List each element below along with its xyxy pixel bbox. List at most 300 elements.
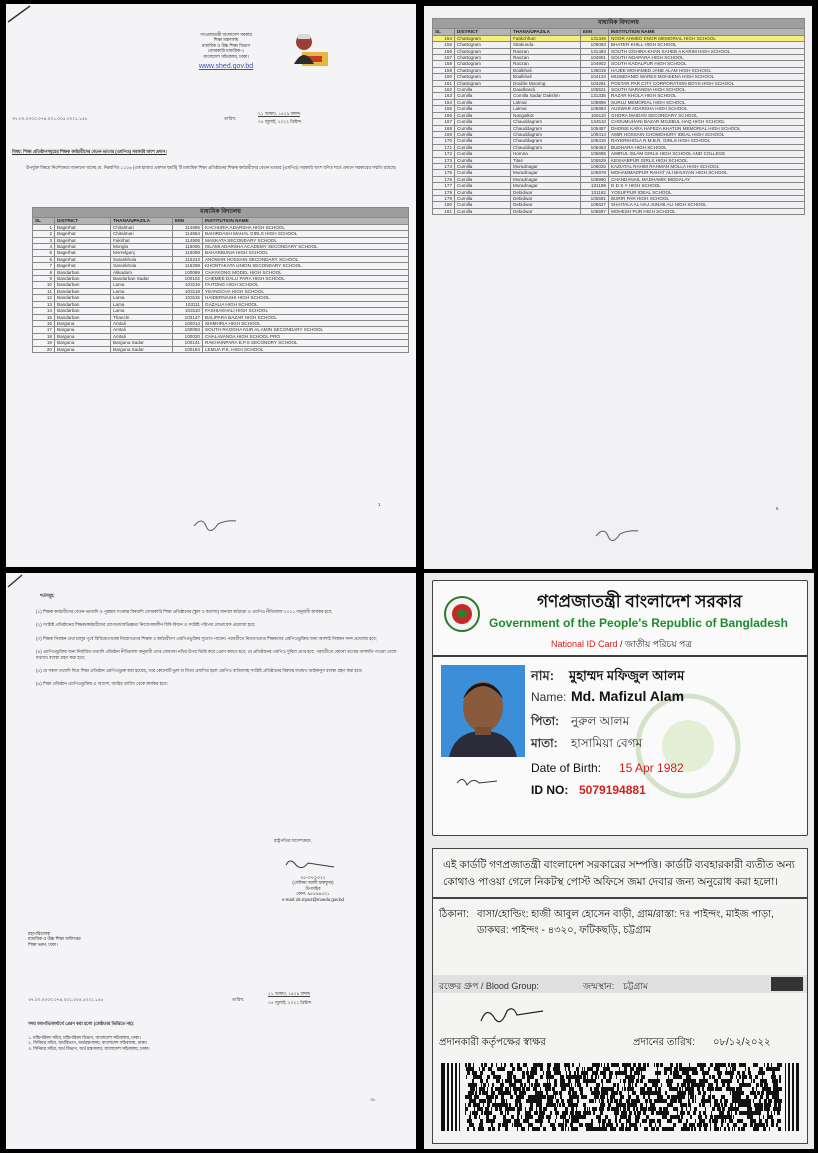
barcode-module	[734, 1123, 737, 1127]
barcode-module	[638, 1071, 639, 1075]
upazila-cell: Chauddagram	[511, 119, 581, 125]
serial-cell: 10	[33, 282, 55, 288]
barcode-module	[664, 1127, 666, 1131]
barcode-module	[560, 1083, 562, 1087]
barcode-module	[545, 1083, 548, 1087]
barcode-module	[690, 1115, 692, 1119]
barcode-module	[491, 1095, 494, 1099]
barcode-module	[472, 1071, 474, 1075]
barcode-module	[692, 1099, 694, 1103]
barcode-module	[729, 1079, 730, 1083]
barcode-module	[694, 1083, 697, 1087]
barcode-module	[502, 1079, 503, 1083]
barcode-module	[505, 1127, 508, 1131]
barcode-module	[577, 1099, 578, 1103]
barcode-module	[587, 1075, 588, 1079]
barcode-module	[615, 1071, 616, 1075]
barcode-module	[584, 1079, 587, 1083]
eiin-cell: 105591	[581, 195, 609, 201]
barcode-module	[575, 1091, 577, 1095]
barcode-module	[702, 1087, 704, 1091]
barcode-module	[778, 1087, 779, 1091]
barcode-module	[601, 1103, 602, 1107]
barcode-module	[509, 1091, 511, 1095]
barcode-module	[741, 1091, 744, 1095]
barcode-module	[630, 1111, 632, 1115]
institution-name-cell: BUDHARA HIGH SCHOOL	[609, 144, 805, 150]
barcode-module	[587, 1107, 588, 1111]
barcode-module	[674, 1067, 677, 1071]
barcode-module	[525, 1107, 526, 1111]
barcode-module	[625, 1087, 626, 1091]
barcode-module	[590, 1087, 591, 1091]
barcode-module	[735, 1111, 737, 1115]
upazila-cell: Bandarban Sadar	[111, 276, 173, 282]
signer-name: (সেলিনা আলী মাকফুজ)	[292, 880, 334, 886]
barcode-module	[576, 1095, 577, 1099]
barcode-module	[531, 1083, 533, 1087]
barcode-module	[627, 1063, 629, 1067]
barcode-module	[549, 1095, 552, 1099]
barcode-module	[507, 1107, 509, 1111]
barcode-module	[628, 1091, 629, 1095]
page-fold-mark	[6, 573, 30, 589]
barcode-module	[605, 1115, 608, 1119]
barcode-module	[530, 1071, 533, 1075]
institution-name-cell: MASKATA SECONDARY SCHOOL	[203, 237, 409, 243]
barcode-module	[747, 1111, 749, 1115]
barcode-module	[616, 1099, 617, 1103]
barcode-module	[690, 1107, 691, 1111]
barcode-module	[625, 1075, 628, 1079]
district-cell: Cumilla	[455, 163, 511, 169]
serial-cell: 167	[433, 119, 455, 125]
barcode-module	[681, 1127, 683, 1131]
barcode-module	[607, 1079, 608, 1083]
eiin-cell: 136019	[581, 67, 609, 73]
barcode-module	[607, 1107, 608, 1111]
page-number: 1	[378, 502, 381, 507]
barcode-module	[776, 1091, 777, 1095]
barcode-module	[505, 1079, 507, 1083]
page-fold-mark	[6, 4, 36, 24]
district-cell: Barguna	[55, 320, 111, 326]
barcode-module	[596, 1127, 597, 1131]
barcode-module	[571, 1123, 573, 1127]
barcode-module	[637, 1111, 640, 1115]
barcode-module	[527, 1071, 529, 1075]
memo-number: ৩৭.০০.০০০০.০৭৪.০০১.০০৫.২০২১.১৫৮	[12, 116, 88, 121]
barcode-module	[644, 1075, 645, 1079]
barcode-module	[700, 1067, 701, 1071]
barcode-module	[469, 1123, 470, 1127]
barcode-module	[677, 1083, 678, 1087]
barcode-module	[689, 1123, 692, 1127]
barcode-module	[666, 1067, 667, 1071]
barcode-module	[484, 1091, 487, 1095]
district-cell: Bagerhat	[55, 250, 111, 256]
barcode-module	[754, 1123, 756, 1127]
barcode-module	[714, 1103, 717, 1107]
barcode-module	[468, 1083, 471, 1087]
barcode-module	[656, 1127, 659, 1131]
barcode-module	[760, 1083, 763, 1087]
barcode-module	[734, 1087, 735, 1091]
barcode-module	[676, 1063, 678, 1067]
barcode-module	[509, 1083, 512, 1087]
barcode-module	[574, 1103, 576, 1107]
institution-name-cell: MOHAMMADPUR RAHAT ALI BHUIYAN HIGH SCHOOL	[609, 170, 805, 176]
barcode-module	[769, 1067, 772, 1071]
column-header: INSTITUTION NAME	[609, 29, 805, 35]
barcode-module	[724, 1079, 727, 1083]
barcode-module	[557, 1071, 558, 1075]
barcode-module	[604, 1063, 605, 1067]
barcode-module	[733, 1123, 734, 1127]
barcode-module	[668, 1075, 669, 1079]
website-link[interactable]: www.shed.gov.bd	[198, 63, 254, 71]
barcode-module	[738, 1087, 740, 1091]
signer-title: উপসচিব	[305, 885, 321, 891]
barcode-module	[685, 1087, 687, 1091]
barcode-module	[593, 1107, 594, 1111]
barcode-module	[550, 1115, 551, 1119]
barcode-module	[651, 1119, 654, 1123]
barcode-module	[714, 1079, 715, 1083]
barcode-module	[493, 1075, 496, 1079]
barcode-module	[686, 1119, 687, 1123]
eiin-cell: 103115	[173, 295, 203, 301]
barcode-module	[488, 1099, 489, 1103]
barcode-module	[734, 1063, 736, 1067]
barcode-module	[728, 1107, 731, 1111]
barcode-module	[639, 1071, 640, 1075]
barcode-module	[569, 1063, 570, 1067]
barcode-module	[768, 1103, 770, 1107]
barcode-module	[756, 1107, 759, 1111]
barcode-module	[741, 1063, 744, 1067]
barcode-module	[655, 1123, 656, 1127]
barcode-module	[695, 1071, 698, 1075]
barcode-module	[760, 1079, 763, 1083]
barcode-module	[566, 1075, 569, 1079]
barcode-module	[686, 1127, 689, 1131]
barcode-module	[482, 1067, 485, 1071]
eiin-cell: 104281	[581, 80, 609, 86]
barcode-module	[628, 1079, 631, 1083]
barcode-bar	[451, 1063, 453, 1131]
barcode-module	[755, 1095, 757, 1099]
barcode-module	[567, 1083, 569, 1087]
barcode-module	[686, 1079, 687, 1083]
barcode-module	[655, 1087, 657, 1091]
barcode-module	[593, 1079, 596, 1083]
barcode-module	[690, 1095, 693, 1099]
barcode-module	[514, 1119, 517, 1123]
barcode-module	[546, 1091, 548, 1095]
upazila-cell: Mongla	[111, 244, 173, 250]
barcode-module	[474, 1095, 476, 1099]
barcode-module	[622, 1087, 623, 1091]
barcode-module	[512, 1083, 513, 1087]
barcode-module	[517, 1107, 520, 1111]
barcode-module	[496, 1103, 499, 1107]
barcode-module	[685, 1071, 688, 1075]
barcode-module	[698, 1087, 700, 1091]
barcode-module	[724, 1103, 727, 1107]
district-cell: Cumilla	[455, 112, 511, 118]
barcode-module	[735, 1103, 736, 1107]
barcode-module	[537, 1079, 538, 1083]
barcode-module	[642, 1119, 645, 1123]
barcode-module	[466, 1095, 467, 1099]
barcode-module	[605, 1067, 607, 1071]
barcode-module	[473, 1063, 474, 1067]
barcode-module	[756, 1111, 758, 1115]
barcode-module	[588, 1067, 589, 1071]
barcode-module	[742, 1099, 745, 1103]
barcode-module	[765, 1087, 766, 1091]
barcode-module	[577, 1083, 578, 1087]
institution-name-cell: CHAYKONG MODEL HIGH SCHOOL	[203, 269, 409, 275]
barcode-module	[759, 1115, 760, 1119]
barcode-module	[540, 1091, 543, 1095]
barcode-module	[679, 1063, 680, 1067]
barcode-module	[526, 1099, 527, 1103]
barcode-module	[535, 1079, 537, 1083]
barcode-module	[763, 1127, 766, 1131]
barcode-module	[565, 1123, 567, 1127]
barcode-module	[522, 1071, 525, 1075]
barcode-module	[537, 1063, 540, 1067]
upazila-cell: Comilla Sadar Dakshin	[511, 93, 581, 99]
barcode-module	[632, 1067, 634, 1071]
barcode-module	[556, 1111, 559, 1115]
card-type-bangla: / জাতীয় পরিচয় পত্র	[617, 639, 692, 649]
barcode-module	[563, 1075, 564, 1079]
barcode-module	[535, 1067, 537, 1071]
upazila-cell: Titas	[511, 157, 581, 163]
barcode-module	[643, 1111, 644, 1115]
barcode-module	[774, 1103, 777, 1107]
barcode-module	[563, 1087, 565, 1091]
barcode-module	[533, 1087, 534, 1091]
barcode-module	[632, 1083, 633, 1087]
barcode-module	[491, 1071, 494, 1075]
barcode-module	[554, 1107, 557, 1111]
district-cell: Chattogram	[455, 67, 511, 73]
column-header: DISTRICT	[455, 29, 511, 35]
barcode-module	[624, 1111, 626, 1115]
upazila-cell: Fatikchhari	[511, 35, 581, 41]
barcode-module	[599, 1127, 601, 1131]
barcode-module	[517, 1063, 520, 1067]
barcode-module	[611, 1107, 614, 1111]
serial-cell: 158	[433, 61, 455, 67]
serial-cell: 175	[433, 170, 455, 176]
barcode-module	[596, 1091, 599, 1095]
barcode-module	[486, 1119, 488, 1123]
upazila-cell: Lama	[111, 282, 173, 288]
barcode-module	[628, 1127, 631, 1131]
barcode-module	[540, 1123, 542, 1127]
institution-name-cell: DHONIS KARA HAFEZA KHATUN MEMORIAL HIGH SCHOOL	[609, 125, 805, 131]
barcode-module	[665, 1111, 668, 1115]
barcode-module	[773, 1095, 776, 1099]
barcode-module	[673, 1123, 676, 1127]
barcode-module	[471, 1083, 473, 1087]
barcode-module	[714, 1067, 715, 1071]
barcode-module	[526, 1071, 527, 1075]
barcode-module	[776, 1083, 778, 1087]
barcode-module	[562, 1103, 565, 1107]
barcode-module	[719, 1103, 720, 1107]
upazila-cell: Amtali	[111, 327, 173, 333]
barcode-module	[639, 1067, 642, 1071]
barcode-module	[677, 1067, 678, 1071]
eiin-cell: 105453	[581, 144, 609, 150]
column-header: SL	[33, 218, 55, 224]
barcode-module	[533, 1127, 536, 1131]
barcode-module	[474, 1107, 475, 1111]
barcode-module	[604, 1127, 607, 1131]
barcode-module	[710, 1063, 711, 1067]
officer-signature	[284, 855, 338, 875]
barcode-module	[682, 1095, 685, 1099]
barcode-module	[758, 1071, 761, 1075]
barcode-module	[553, 1103, 556, 1107]
district-cell: Cumilla	[455, 183, 511, 189]
barcode-module	[486, 1079, 488, 1083]
barcode-module	[514, 1067, 515, 1071]
barcode-module	[710, 1127, 711, 1131]
barcode-module	[640, 1123, 641, 1127]
barcode-module	[761, 1067, 763, 1071]
eiin-cell: 114865	[173, 224, 203, 230]
barcode-module	[780, 1119, 781, 1123]
barcode-module	[578, 1075, 581, 1079]
conditions-title: শর্তসমূহ:	[40, 593, 55, 598]
institution-name-cell: KESHABPUR GIRLS HIGH SCHOOL	[609, 157, 805, 163]
institution-name-cell: BHATER KHILL HIGH SCHOOL	[609, 42, 805, 48]
eiin-cell: 105978	[581, 170, 609, 176]
barcode-module	[468, 1063, 470, 1067]
barcode-module	[636, 1067, 639, 1071]
serial-cell: 170	[433, 138, 455, 144]
barcode-module	[772, 1091, 774, 1095]
upazila-cell: Barguna Sadar	[111, 346, 173, 352]
barcode-module	[487, 1099, 488, 1103]
barcode-module	[501, 1095, 503, 1099]
barcode-module	[653, 1127, 655, 1131]
barcode-module	[669, 1095, 670, 1099]
serial-cell: 179	[433, 195, 455, 201]
barcode-module	[682, 1091, 684, 1095]
upazila-cell: Chauddagram	[511, 138, 581, 144]
barcode-module	[722, 1111, 724, 1115]
upazila-cell: Chauddagram	[511, 144, 581, 150]
barcode-module	[618, 1071, 620, 1075]
barcode-module	[740, 1119, 741, 1123]
barcode-module	[719, 1111, 722, 1115]
barcode-module	[695, 1079, 696, 1083]
date-english: ০৫ জুলাই, ২০২২ খ্রিষ্টাব্দ	[268, 1000, 312, 1005]
barcode-module	[712, 1095, 715, 1099]
barcode-module	[525, 1063, 527, 1067]
barcode-module	[642, 1091, 645, 1095]
barcode-module	[664, 1067, 665, 1071]
barcode-module	[498, 1087, 500, 1091]
barcode-module	[667, 1067, 670, 1071]
barcode-module	[641, 1091, 642, 1095]
serial-cell: 19	[33, 340, 55, 346]
date-english: ০৫ জুলাই, ২০২২ খ্রিষ্টাব্দ	[258, 119, 302, 124]
barcode-module	[741, 1127, 743, 1131]
barcode-module	[466, 1067, 469, 1071]
barcode-module	[469, 1115, 471, 1119]
barcode-module	[499, 1123, 501, 1127]
barcode-module	[524, 1087, 525, 1091]
barcode-module	[688, 1095, 689, 1099]
barcode-module	[692, 1071, 693, 1075]
barcode-module	[628, 1075, 631, 1079]
barcode-module	[569, 1115, 570, 1119]
upazila-cell: Muradnagar	[511, 176, 581, 182]
serial-cell: 169	[433, 131, 455, 137]
barcode-module	[529, 1083, 530, 1087]
barcode-module	[705, 1115, 707, 1119]
institution-name-cell: SOUTH GOHIRA KHAN SAHEB A KARIM HIGH SCHOOL	[609, 48, 805, 54]
barcode-module	[546, 1103, 547, 1107]
barcode-module	[743, 1123, 745, 1127]
barcode-module	[773, 1083, 776, 1087]
barcode-module	[497, 1067, 498, 1071]
upazila-cell: Boalkhali	[511, 74, 581, 80]
barcode-module	[671, 1127, 674, 1131]
barcode-module	[668, 1111, 669, 1115]
barcode-module	[543, 1127, 546, 1131]
barcode-module	[703, 1099, 706, 1103]
serial-cell: 15	[33, 314, 55, 320]
barcode-module	[532, 1075, 534, 1079]
column-header: THANA/UPAZILA	[111, 218, 173, 224]
barcode-module	[470, 1111, 471, 1115]
document-page-1	[6, 4, 416, 567]
barcode-module	[745, 1099, 748, 1103]
barcode-module	[599, 1083, 600, 1087]
barcode-module	[716, 1119, 718, 1123]
barcode-module	[661, 1083, 662, 1087]
barcode-module	[707, 1087, 710, 1091]
barcode-module	[675, 1095, 678, 1099]
eiin-cell: 104901	[581, 55, 609, 61]
barcode-module	[745, 1111, 746, 1115]
barcode-module	[766, 1067, 769, 1071]
barcode-module	[487, 1091, 488, 1095]
barcode-module	[726, 1067, 727, 1071]
barcode-module	[645, 1099, 648, 1103]
barcode-module	[670, 1067, 672, 1071]
barcode-module	[613, 1083, 616, 1087]
serial-cell: 4	[33, 244, 55, 250]
barcode-module	[654, 1079, 657, 1083]
barcode-module	[530, 1103, 532, 1107]
barcode-module	[488, 1119, 491, 1123]
barcode-module	[567, 1099, 570, 1103]
barcode-module	[595, 1127, 596, 1131]
barcode-module	[666, 1099, 667, 1103]
nid-card-front	[432, 580, 808, 836]
